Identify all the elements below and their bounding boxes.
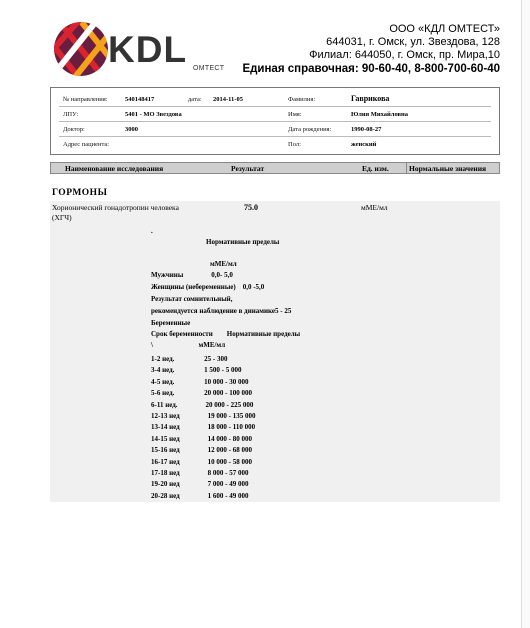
test-name (52, 203, 179, 223)
divider (59, 106, 491, 107)
norm-row: 13-14 нед 18 000 - 110 000 (151, 423, 256, 432)
norm-row: 15-16 нед 12 000 - 68 000 (151, 446, 253, 455)
norm-row: 3-4 нед. 1 500 - 5 000 (151, 366, 242, 375)
norm-row: 12-13 нед 19 000 - 135 000 (151, 412, 256, 421)
term-unit: \ мМЕ/мл (151, 341, 226, 349)
name-value: Юлия Михайловна (351, 111, 409, 118)
term-header: Срок беременности Нормативные пределы (151, 330, 301, 338)
doctor-value: 3000 (125, 126, 138, 133)
col-result-header: Результат (231, 164, 265, 173)
lpu-label: ЛПУ: (63, 111, 79, 118)
test-name-line2: (ХГЧ) (52, 213, 72, 222)
direction-value: 540148417 (125, 96, 155, 103)
norm-row: 16-17 нед 10 000 - 58 000 (151, 457, 253, 466)
norm-men: Мужчины 0,0- 5,0 (151, 271, 233, 279)
section-title: ГОРМОНЫ (52, 188, 108, 198)
col-norm-header: Нормальные значения (409, 164, 487, 173)
col-unit-header: Ед. изм. (362, 164, 389, 173)
birth-value: 1990-08-27 (351, 126, 382, 133)
surname-value: Гаврикова (351, 94, 390, 103)
test-unit: мМЕ/мл (361, 203, 388, 212)
norm-unit: мМЕ/мл (210, 260, 237, 268)
norm-row: 17-18 нед 8 000 - 57 000 (151, 469, 249, 478)
divider (59, 121, 491, 122)
logo-wordmark: KDL (108, 29, 188, 70)
address-label: Адрес пациента: (63, 141, 110, 148)
col-name-header: Наименование исследования (65, 164, 164, 173)
date-value: 2014-11-05 (213, 96, 243, 103)
name-label: Имя: (288, 111, 302, 118)
norm-row: 1-2 нед. 25 - 300 (151, 355, 228, 363)
norm-row: 20-28 нед 1 600 - 49 000 (151, 491, 249, 500)
norm-row: 19-20 нед 7 000 - 49 000 (151, 480, 249, 489)
hotline: Единая справочная: 90-60-40, 8-800-700-60-40 (242, 63, 500, 75)
branch-address: Филиал: 644050, г. Омск, пр. Мира,10 (309, 49, 500, 61)
divider (59, 136, 491, 137)
birth-label: Дата рождения: (288, 126, 332, 133)
norm-row: 14-15 нед 14 000 - 80 000 (151, 434, 253, 443)
sex-label: Пол: (288, 141, 301, 148)
doctor-label: Доктор: (63, 126, 85, 133)
col-separator (406, 162, 407, 174)
results-table-header (50, 162, 500, 174)
test-result: 75.0 (244, 203, 258, 212)
patient-info-box (50, 87, 500, 155)
logo-subtitle: OMTECT (193, 65, 225, 72)
surname-label: Фамилия: (288, 96, 316, 103)
date-label: дата: (188, 96, 202, 103)
lpu-value: 5401 - МО Звездова (125, 111, 182, 118)
company-address: 644031, г. Омск, ул. Звездова, 128 (326, 36, 500, 48)
kdl-logo-icon (54, 22, 108, 76)
norm-title: Нормативные пределы (206, 238, 280, 246)
note-dot: . (151, 227, 153, 235)
pregnancy-norms-list (151, 354, 256, 502)
norm-row: 4-5 нед. 10 000 - 30 000 (151, 377, 249, 386)
test-name-line1: Хорионический гонадотропин человека (52, 203, 179, 212)
doubt-line2: рекомендуется наблюдение в динамике5 - 25 (151, 307, 292, 315)
page-edge (521, 0, 530, 628)
norm-row: 5-6 нед. 20 000 - 100 000 (151, 389, 253, 398)
doubt-line1: Результат сомнительный, (151, 295, 233, 303)
norm-row: 6-11 нед. 20 000 - 225 000 (151, 400, 254, 409)
sex-value: женский (351, 141, 377, 148)
norm-women: Женщины (небеременные) 0,0 -5,0 (151, 283, 265, 291)
company-name: ООО «КДЛ ОМТЕСТ» (389, 23, 500, 35)
pregnant-label: Беременные (151, 319, 191, 327)
direction-label: № направления: (63, 96, 108, 103)
